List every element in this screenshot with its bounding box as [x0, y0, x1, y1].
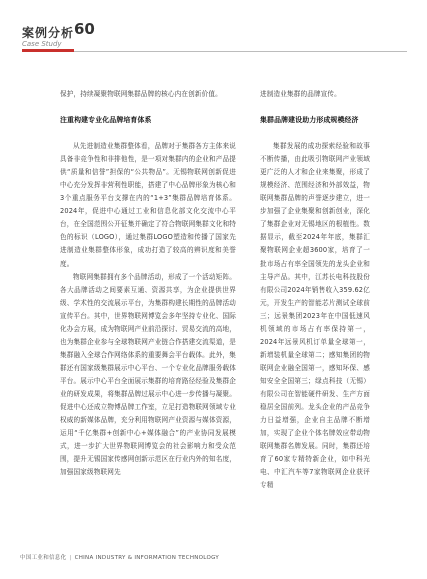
header-divider	[22, 51, 407, 52]
header-accent-bar	[22, 49, 74, 52]
subheading-scale-economy: 集群品牌建设助力形成规模经济	[260, 116, 359, 125]
page-number: 60	[74, 20, 95, 38]
paragraph-continuation: 保护，持续凝聚物联网集群品牌的核心内在创新价值。	[60, 90, 222, 98]
footer-journal-name: 中国工业和信息化	[20, 555, 67, 561]
paragraph: 从先进制造业集群整体看，品牌对于集群各方主体来说具备非竞争性和非排他性，是一项对集群内的企业和产品提供“质量和信誉”担保的“公共物品”。无锡物联网创新促进中心充分发挥非营利性职能，搭建了中心品牌形象为核心和3个重点服务平台支撑在内的“1+3”集群品牌培育体系。2024年，促进中心通过工业和信息化部文化交流中心平台，在全国范围公开征集并确定了符合物联网集群文化和特色的标识（LOGO），通过集群LOGO塑造和传播了国家先进制造业集群整体形象，成功打造了较高的辨识度和美誉度。	[60, 142, 236, 268]
right-column	[260, 88, 370, 492]
section-subtitle: Case Study	[22, 40, 62, 48]
section-title: 案例分析	[22, 26, 75, 40]
paragraph: 集群发展的成功探索经验和故事不断传播，由此吸引物联网产业领域更广泛的人才和企业来集聚，形成了规模经济、范围经济和外部效益，物联网集群品牌的声誉逐步建立，进一步加强了企业集聚和创新创业，深化了集群企业对无锡地区的根植性。数据显示，截至2024年年底，集群汇聚物联网企业超3600家，培育了一批市场占有率全国领先的龙头企业和主导产品。其中，江苏长电科技股份有限公司2024年销售收入359.62亿元，开发生产的智能芯片测试全球前三；远景集团2023年在中国低速风机领域的市场占有率保持第一，2024年远景风机订单量全球第一，新增装机量全球第二；感知集团的物联网企业融全国第一，感知环保、感知安全全国第三；绿点科技（无锡）有限公司在智能硬件研发、生产方面稳居全国前列。龙头企业的产品竞争力日益增强，企业自主品牌不断增加，实现了企业个体名牌效应带动物联网集群名牌发展。同时，集群还培育了60家专精特新企业，如中科光电、中汇汽车等7家物联网企业获评专精	[260, 142, 370, 490]
page-footer: 中国工业和信息化 | CHINA INDUSTRY & INFORMATION TECHNOLOGY	[20, 555, 220, 561]
page-header	[22, 22, 407, 54]
footer-journal-english: CHINA INDUSTRY & INFORMATION TECHNOLOGY	[74, 555, 220, 561]
paragraph: 物联网集群拥有多个品牌活动，形成了一个活动矩阵。各大品牌活动之间要素互通、资源共享，为企业提供世界级、学术性的交流展示平台，为集群构建长期性的品牌活动宣传平台。其中，世界物联网博览会多年坚持专业化、国际化办会方展，成为物联网产业前沿探讨、贸易交流的高地，也为集群企业参与全球物联网产业链合作搭建交流渠道，是集群融入全球合作网络体系的重要舞会平台载体。此外，集群还有国家级集群展示中心平台、一个专业化品牌服务载体平台。展示中心平台全面展示集群的培育路径经验及集群企业的研发成果，将集群品牌过展示中心进一步传播与凝聚。促进中心还成立物博品牌工作室，立足打造物联网领域专业权威的新媒体品牌，充分利用物联网产业资源与媒体资源，运用“千亿集群+创新中心+媒体融合”的产业协同发展模式，进一步扩大世界物联网博览会的社会影响力和受众范围，提升无锡国家传感网创新示范区在行业内外的知名度，加强国家级物联网先	[60, 272, 236, 477]
subheading-brand-system: 注重构建专业化品牌培育体系	[60, 116, 152, 125]
left-column	[60, 88, 236, 479]
paragraph-continuation: 进制造业集群的品牌宣传。	[260, 90, 341, 98]
